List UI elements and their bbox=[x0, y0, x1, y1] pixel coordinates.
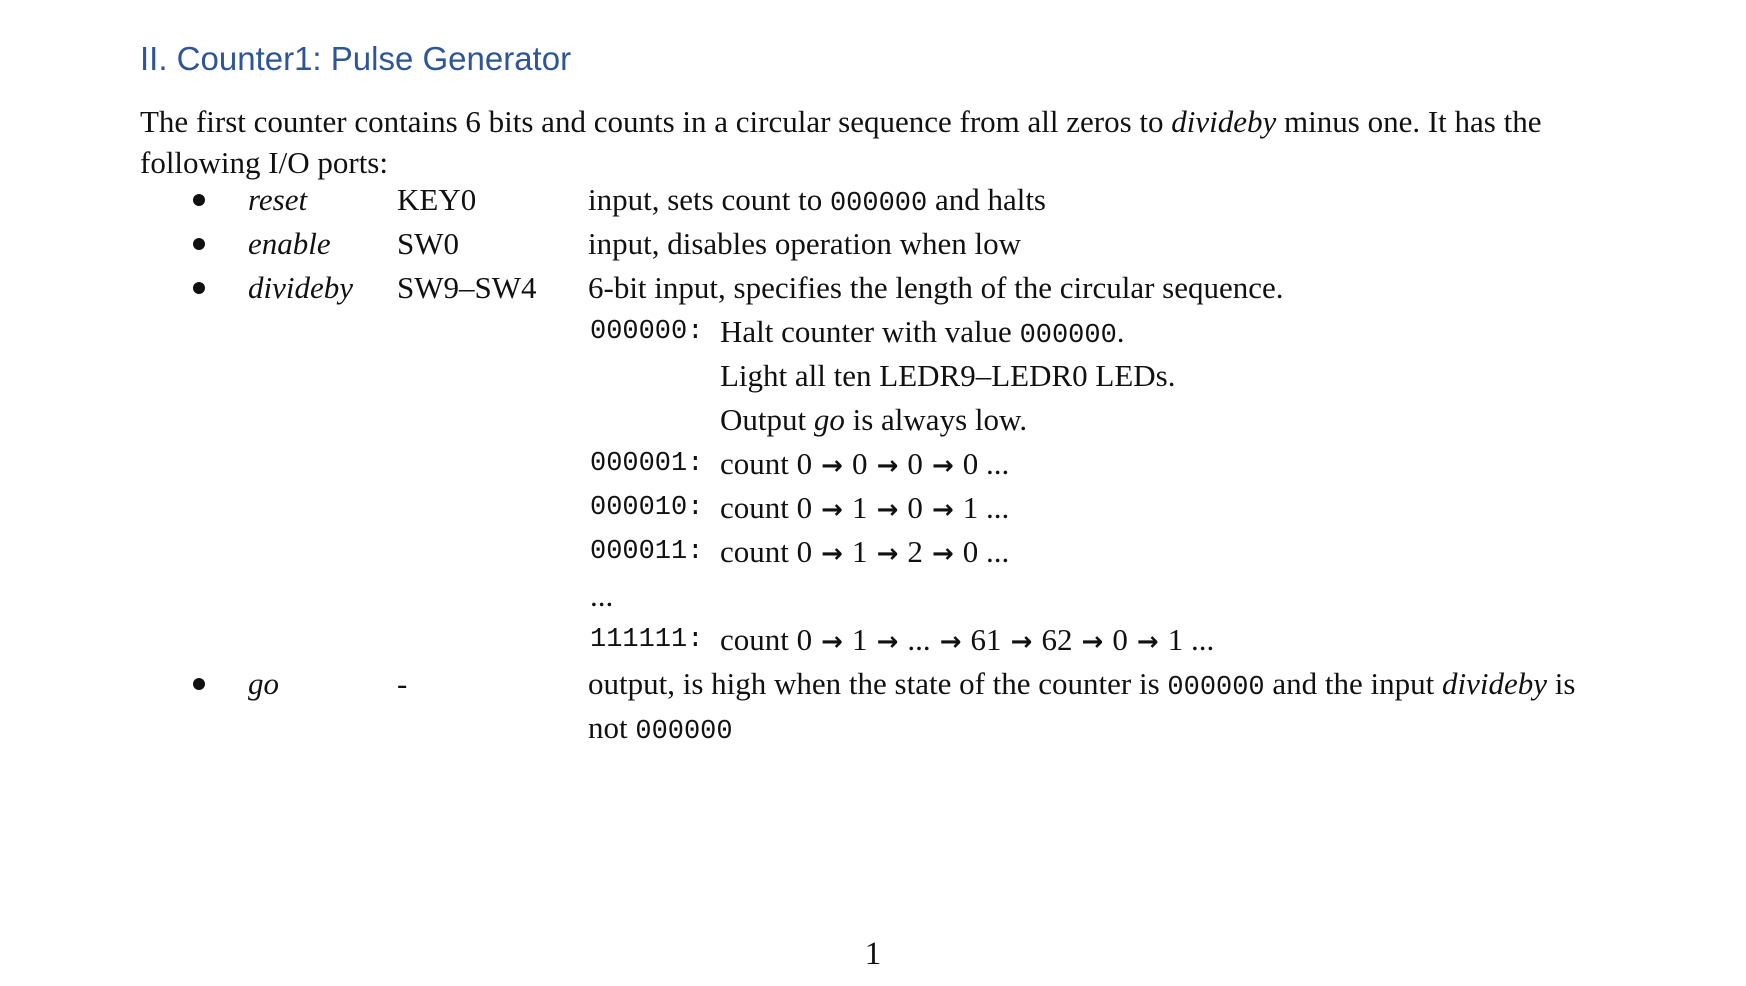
count-sequence bbox=[720, 530, 1009, 576]
port-name: enable bbox=[248, 226, 331, 261]
desc-text-end: and halts bbox=[927, 182, 1046, 217]
case-code: 000010: bbox=[590, 493, 704, 523]
case-detail bbox=[720, 310, 1125, 358]
count-step: 61 bbox=[970, 622, 1002, 657]
arrow-icon: → bbox=[922, 451, 963, 481]
intro-text-end: minus one. It has the following I/O ports: bbox=[140, 104, 1542, 180]
count-sequence bbox=[720, 442, 1009, 488]
count-start: count 0 bbox=[720, 534, 813, 569]
count-sequence bbox=[720, 618, 1214, 664]
count-step: 0 bbox=[1112, 622, 1128, 657]
arrow-icon: → bbox=[867, 627, 908, 657]
arrow-icon: → bbox=[867, 539, 908, 569]
arrow-icon: → bbox=[812, 539, 853, 569]
count-step: 0 ... bbox=[962, 446, 1010, 481]
count-step: 1 bbox=[852, 534, 868, 569]
desc-text: output, is high when the state of the counter is bbox=[588, 666, 1168, 701]
port-name: reset bbox=[248, 182, 308, 217]
desc-code: 000000 bbox=[1167, 673, 1265, 703]
case-text: Halt counter with value bbox=[720, 314, 1020, 349]
desc-italic: divideby bbox=[1442, 666, 1548, 701]
count-step: 2 bbox=[907, 534, 923, 569]
arrow-icon: → bbox=[1127, 627, 1168, 657]
page-number: 1 bbox=[864, 936, 882, 972]
bullet-icon bbox=[193, 238, 205, 250]
arrow-icon: → bbox=[1001, 627, 1042, 657]
case-code: 111111: bbox=[590, 625, 704, 655]
count-step: 0 bbox=[852, 446, 868, 481]
desc-code: 000000 bbox=[829, 189, 928, 219]
desc-text: and the input bbox=[1264, 666, 1442, 701]
port-pin: SW0 bbox=[397, 226, 459, 261]
port-pin: - bbox=[397, 666, 408, 701]
port-description bbox=[588, 706, 733, 754]
count-step: 0 ... bbox=[962, 534, 1010, 569]
count-step: 1 bbox=[852, 622, 868, 657]
intro-text: The first counter contains 6 bits and counts in a circular sequence from all zeros to bbox=[140, 104, 1172, 139]
case-text: Output bbox=[720, 402, 814, 437]
arrow-icon: → bbox=[867, 495, 908, 525]
arrow-icon: → bbox=[812, 495, 853, 525]
arrow-icon: → bbox=[922, 495, 963, 525]
bullet-icon bbox=[193, 678, 205, 690]
case-value-code: 000000 bbox=[1019, 321, 1117, 351]
desc-code: 000000 bbox=[635, 717, 733, 747]
intro-paragraph bbox=[140, 101, 1665, 183]
count-start: count 0 bbox=[720, 490, 813, 525]
count-step: 0 bbox=[907, 490, 923, 525]
case-code: 000001: bbox=[590, 449, 704, 479]
port-pin: KEY0 bbox=[397, 182, 477, 217]
count-step: 0 bbox=[907, 446, 923, 481]
count-start: count 0 bbox=[720, 446, 813, 481]
case-code: 000011: bbox=[590, 537, 704, 567]
port-description: input, disables operation when low bbox=[588, 226, 1022, 261]
arrow-icon: → bbox=[930, 627, 971, 657]
count-step: ... bbox=[907, 622, 931, 657]
bullet-icon bbox=[193, 194, 205, 206]
case-code: 000000: bbox=[590, 317, 704, 347]
port-description bbox=[588, 662, 1575, 710]
case-ellipsis: ... bbox=[590, 578, 614, 613]
port-description: 6-bit input, specifies the length of the circular sequence. bbox=[588, 270, 1284, 305]
case-detail: Light all ten LEDR9–LEDR0 LEDs. bbox=[720, 358, 1176, 393]
port-name: divideby bbox=[248, 270, 354, 305]
case-text-end: is always low. bbox=[844, 402, 1028, 437]
bullet-icon bbox=[193, 282, 205, 294]
port-description bbox=[588, 178, 1046, 226]
arrow-icon: → bbox=[812, 627, 853, 657]
desc-text: not bbox=[588, 710, 636, 745]
count-step: 1 bbox=[852, 490, 868, 525]
count-step: 62 bbox=[1041, 622, 1073, 657]
arrow-icon: → bbox=[812, 451, 853, 481]
intro-italic-term: divideby bbox=[1171, 104, 1277, 139]
arrow-icon: → bbox=[922, 539, 963, 569]
count-start: count 0 bbox=[720, 622, 813, 657]
count-sequence bbox=[720, 486, 1009, 532]
port-name: go bbox=[248, 666, 279, 701]
desc-text-end: is bbox=[1547, 666, 1576, 701]
arrow-icon: → bbox=[867, 451, 908, 481]
case-italic: go bbox=[813, 402, 845, 437]
count-step: 1 ... bbox=[1167, 622, 1215, 657]
section-heading: II. Counter1: Pulse Generator bbox=[140, 40, 572, 77]
case-text-end: . bbox=[1116, 314, 1125, 349]
count-step: 1 ... bbox=[962, 490, 1010, 525]
case-detail bbox=[720, 398, 1027, 442]
port-pin: SW9–SW4 bbox=[397, 270, 537, 305]
desc-text: input, sets count to bbox=[588, 182, 830, 217]
arrow-icon: → bbox=[1072, 627, 1113, 657]
